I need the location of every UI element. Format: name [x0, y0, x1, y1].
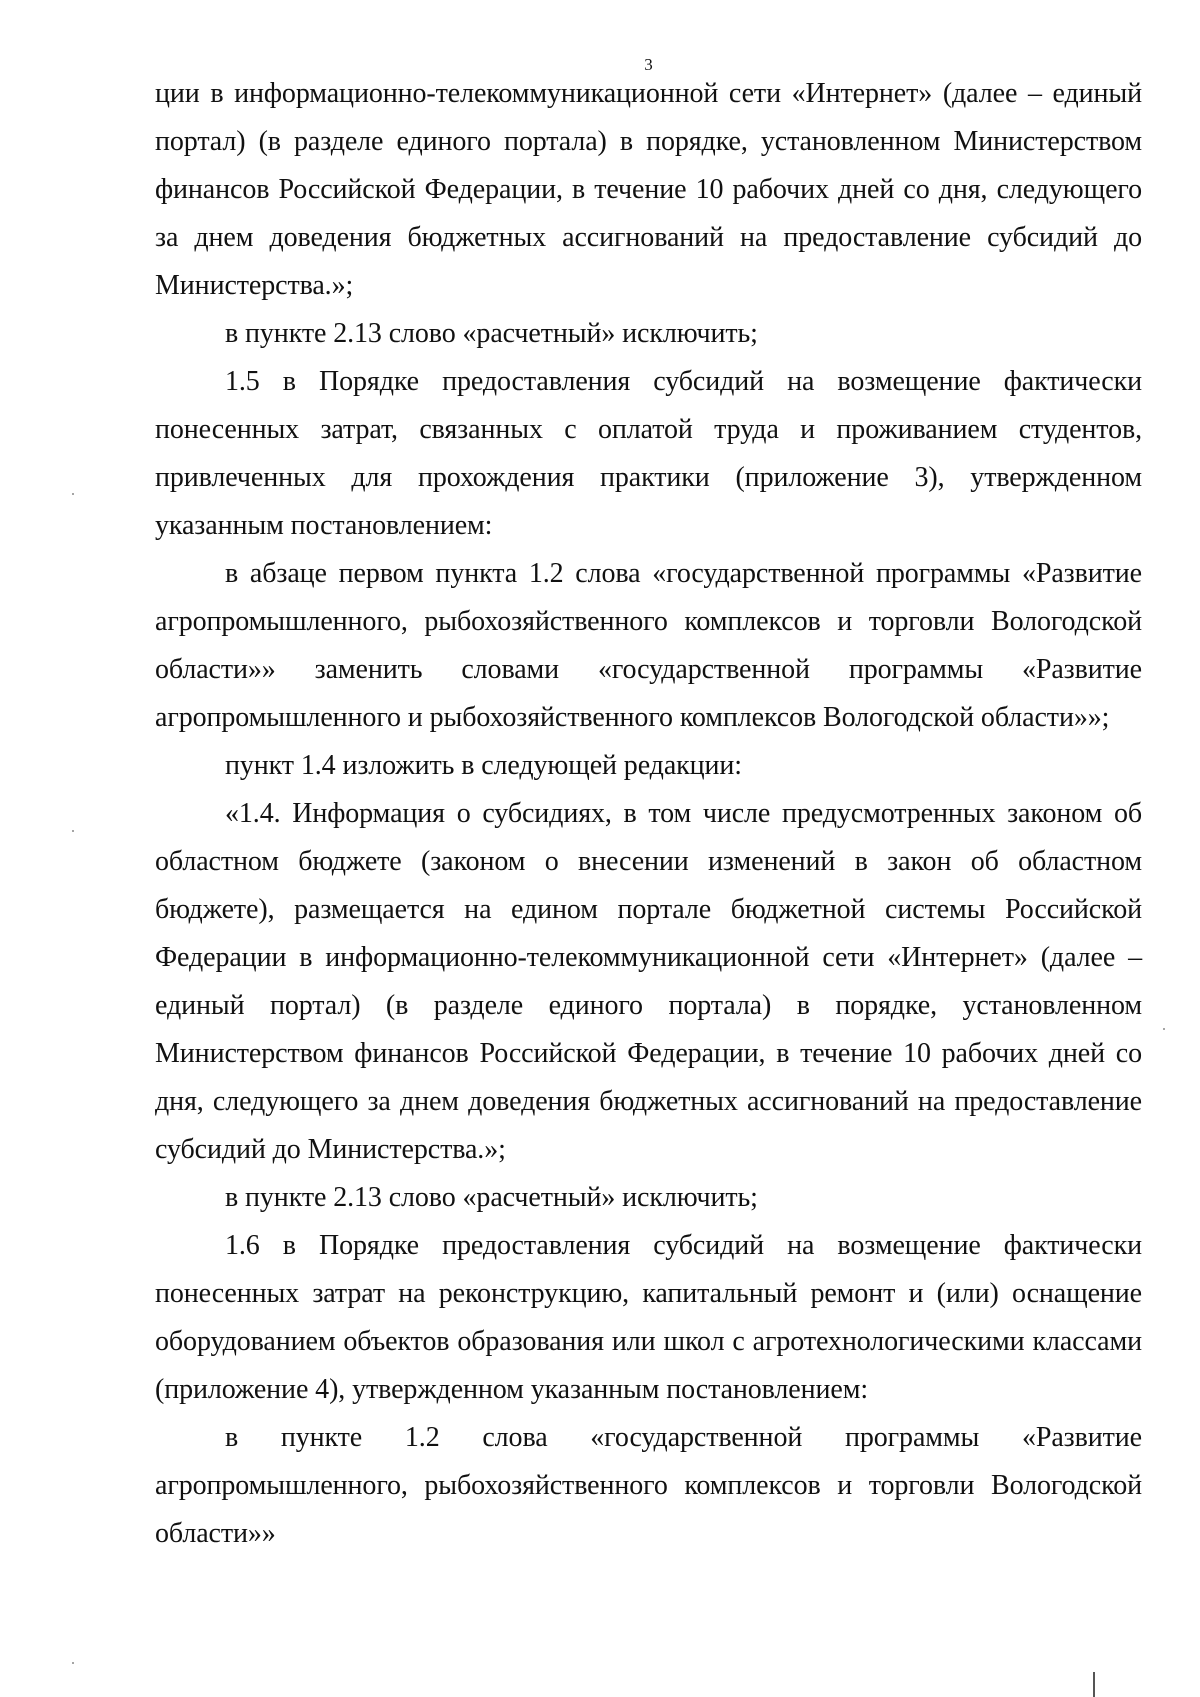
scan-speck: [72, 493, 74, 495]
scan-speck: [72, 1662, 74, 1664]
scan-speck: [72, 830, 74, 832]
paragraph-item-1-5: 1.5 в Порядке предоставления субсидий на возмещение фактически понесенных затрат, связанных с оплатой труда и проживанием студентов, привлеченных для прохождения практики (приложение 3), утвержденном указанным постановлением:: [155, 366, 1142, 541]
paragraph-clause-2-13-second: в пункте 2.13 слово «расчетный» исключить;: [225, 1182, 758, 1213]
paragraph-continuation: ции в информационно-телекоммуникационной сети «Интернет» (далее – единый портал) (в разделе единого портала) в порядке, установленном Министерством финансов Российской Федерации, в течение 10 рабочих дней со дня, следующего за днем доведения бюджетных ассигнований на предоставление субсидий до Министерства.»;: [155, 78, 1142, 301]
paragraph-clause-1-4-intro: пункт 1.4 изложить в следующей редакции:: [225, 750, 742, 781]
paragraph-clause-1-2-first: в абзаце первом пункта 1.2 слова «государственной программы «Развитие агропромышленного, рыбохозяйственного комплексов и торговли Вологодской области»» заменить словами «государственной программы «Развитие агропромышленного и рыбохозяйственного комплексов Вологодской области»»;: [155, 558, 1142, 733]
paragraph-clause-2-13: в пункте 2.13 слово «расчетный» исключить;: [225, 318, 758, 349]
paragraph-clause-1-4-text: «1.4. Информация о субсидиях, в том числе предусмотренных законом об областном бюджете (законом о внесении изменений в закон об областном бюджете), размещается на едином портале бюджетной системы Российской Федерации в информационно-телекоммуникационной сети «Интернет» (далее – единый портал) (в разделе единого портала) в порядке, установленном Министерством финансов Российской Федерации, в течение 10 рабочих дней со дня, следующего за днем доведения бюджетных ассигнований на предоставление субсидий до Министерства.»;: [155, 798, 1142, 1165]
scan-speck: [1163, 1028, 1165, 1030]
paragraph-item-1-6: 1.6 в Порядке предоставления субсидий на возмещение фактически понесенных затрат на реконструкцию, капитальный ремонт и (или) оснащение оборудованием объектов образования или школ с агротехнологическими классами (приложение 4), утвержденном указанным постановлением:: [155, 1230, 1142, 1405]
page-number: 3: [644, 55, 653, 74]
scan-edge-mark: [1093, 1672, 1095, 1697]
paragraph-clause-1-2-second: в пункте 1.2 слова «государственной программы «Развитие агропромышленного, рыбохозяйственного комплексов и торговли Вологодской области»»: [155, 1422, 1142, 1549]
document-body: [155, 70, 1142, 1558]
